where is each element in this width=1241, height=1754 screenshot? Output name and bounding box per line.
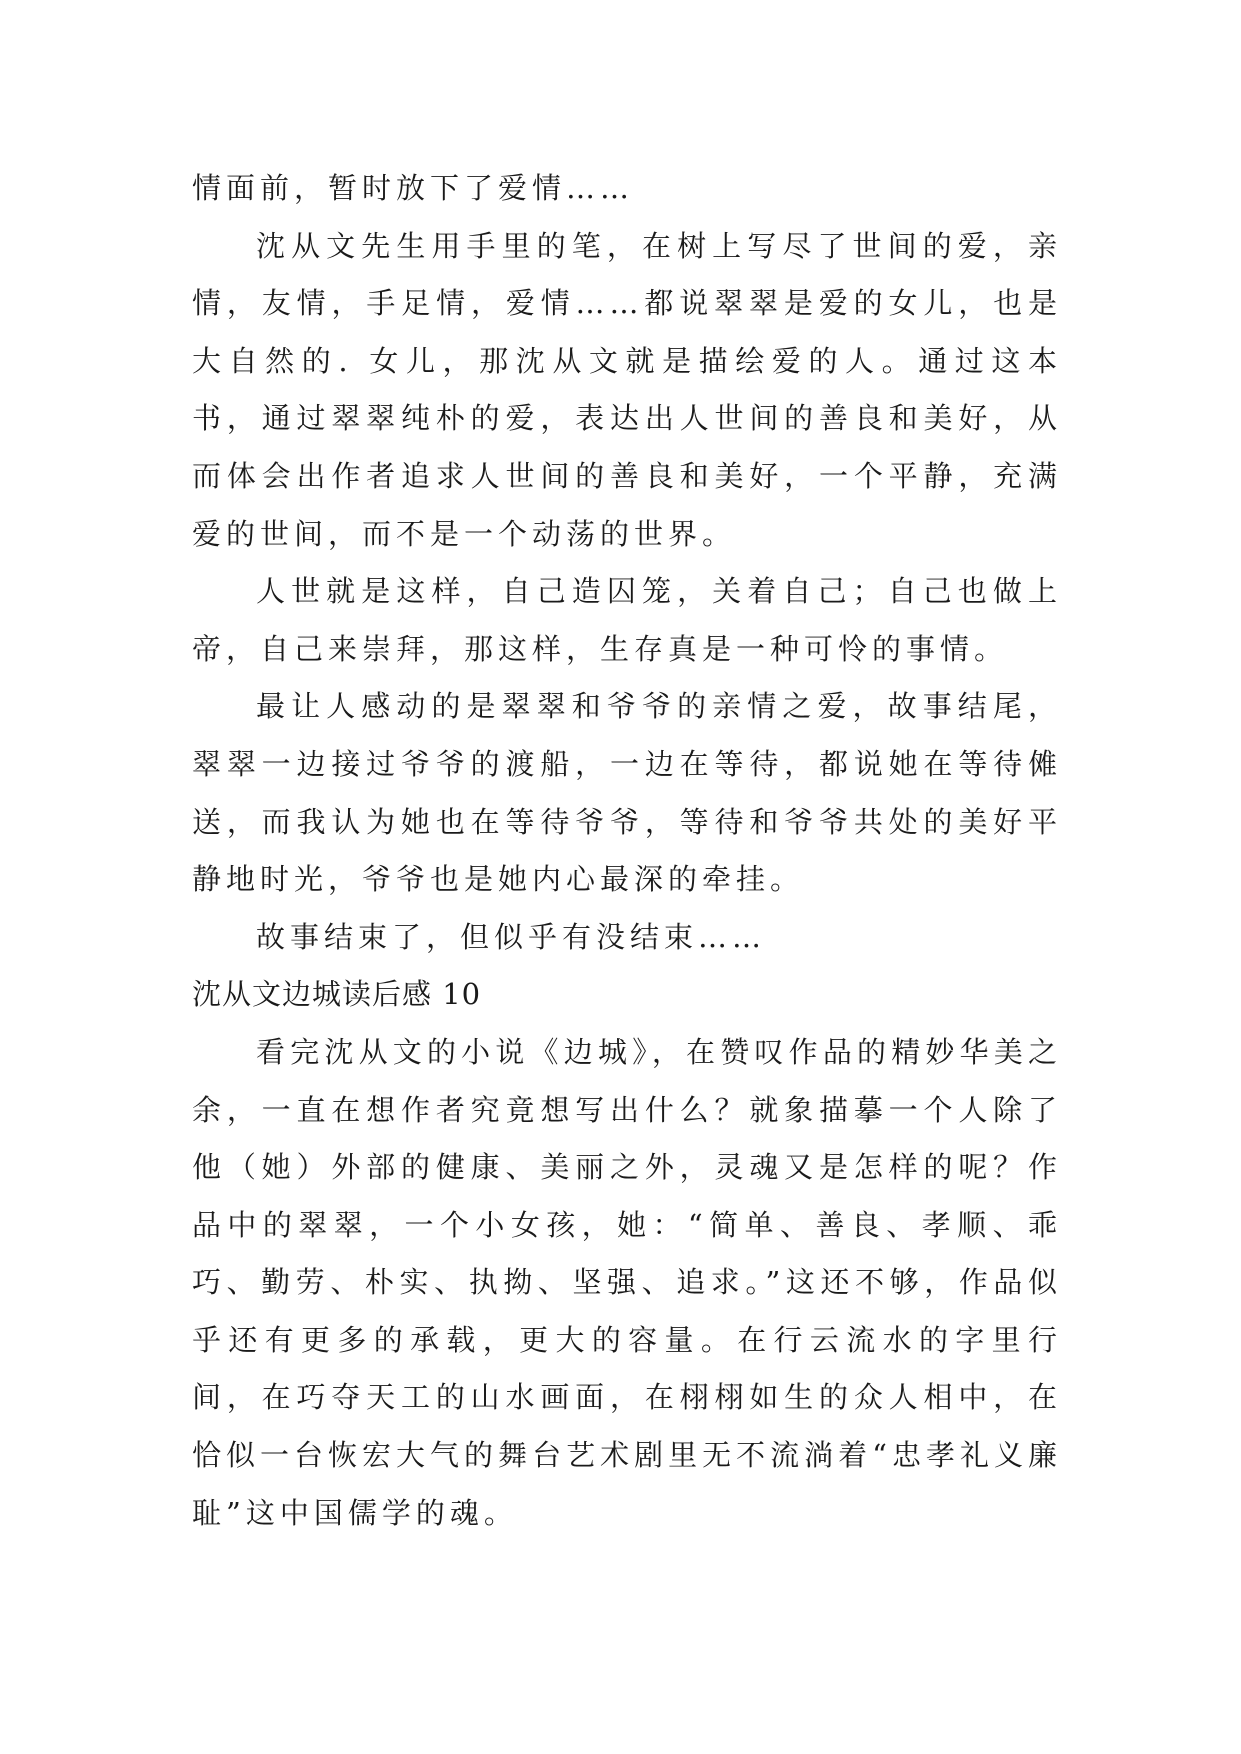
paragraph: 故事结束了，但似乎有没结束…… (256, 919, 767, 954)
document-body (192, 160, 1062, 1542)
paragraph: 看完沈从文的小说《边城》，在赞叹作品的精妙华美之余，一直在想作者究竟想写出什么？就象描摹一个人除了他（她）外部的健康、美丽之外，灵魂又是怎样的呢？作品中的翠翠，一个小女孩，她：“简单、善良、孝顺、乖巧、勤劳、朴实、执拗、坚强、追求。”这还不够，作品似乎还有更多的承载，更大的容量。在行云流水的字里行间，在巧夺天工的山水画面，在栩栩如生的众人相中，在恰似一台恢宏大气的舞台艺术剧里无不流淌着“忠孝礼义廉耻”这中国儒学的魂。 (192, 1034, 1062, 1530)
paragraph: 情面前，暂时放下了爱情…… (192, 171, 635, 205)
paragraph: 沈从文先生用手里的笔，在树上写尽了世间的爱，亲情，友情，手足情，爱情……都说翠翠是爱的女儿，也是大自然的. 女儿，那沈从文就是描绘爱的人。通过这本书，通过翠翠纯朴的爱，表达出人世间的善良和美好，从而体会出作者追求人世间的善良和美好，一个平静，充满爱的世间，而不是一个动荡的世界。 (192, 228, 1062, 551)
paragraph: 最让人感动的是翠翠和爷爷的亲情之爱，故事结尾，翠翠一边接过爷爷的渡船，一边在等待，都说她在等待傩送，而我认为她也在等待爷爷，等待和爷爷共处的美好平静地时光，爷爷也是她内心最深的牵挂。 (192, 689, 1062, 897)
section-heading: 沈从文边城读后感 10 (192, 977, 482, 1012)
paragraph: 人世就是这样，自己造囚笼，关着自己；自己也做上帝，自己来崇拜，那这样，生存真是一种可怜的事情。 (192, 574, 1062, 666)
